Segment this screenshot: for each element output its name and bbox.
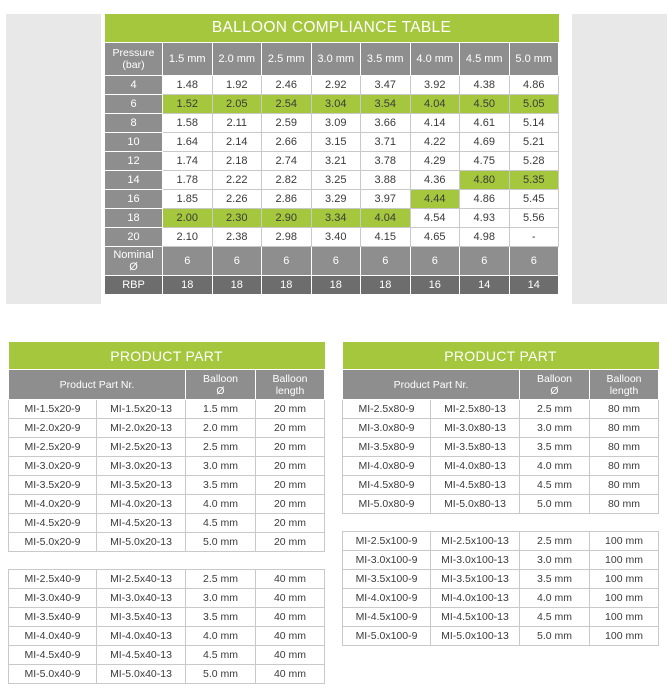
- part-number-9: MI-2.5x20-9: [9, 438, 97, 457]
- diameter-cell: 2.10: [163, 228, 213, 247]
- part-number-header: Product Part Nr.: [343, 370, 520, 400]
- diameter-cell: 4.04: [361, 209, 411, 228]
- diameter-cell: 3.88: [361, 171, 411, 190]
- diameter-cell: 2.46: [262, 76, 312, 95]
- balloon-length-header: Balloon length: [256, 370, 325, 400]
- balloon-diameter-cell: 3.0 mm: [186, 457, 256, 476]
- balloon-diameter-cell: 3.0 mm: [520, 419, 590, 438]
- compliance-row: [105, 228, 559, 247]
- balloon-diameter-cell: 2.0 mm: [186, 419, 256, 438]
- product-row: [9, 438, 325, 457]
- part-number-header: Product Part Nr.: [9, 370, 186, 400]
- part-number-9: MI-2.0x20-9: [9, 419, 97, 438]
- diameter-cell: 2.22: [212, 171, 262, 190]
- balloon-length-cell: 20 mm: [256, 476, 325, 495]
- product-row: [343, 419, 659, 438]
- size-header: 4.0 mm: [410, 43, 460, 76]
- nominal-label: Nominal Ø: [105, 247, 163, 276]
- diameter-cell: 4.38: [460, 76, 510, 95]
- diameter-cell: 2.98: [262, 228, 312, 247]
- rbp-cell: 14: [460, 276, 510, 295]
- product-row: [9, 419, 325, 438]
- product-row: [343, 438, 659, 457]
- balloon-length-cell: 40 mm: [256, 665, 325, 684]
- diameter-cell: 2.14: [212, 133, 262, 152]
- product-table-title: PRODUCT PART: [343, 342, 659, 370]
- diameter-cell: 2.54: [262, 95, 312, 114]
- part-number-13: MI-4.0x100-13: [431, 589, 520, 608]
- part-number-13: MI-3.0x100-13: [431, 551, 520, 570]
- size-header: 2.0 mm: [212, 43, 262, 76]
- balloon-diameter-cell: 3.5 mm: [520, 570, 590, 589]
- nominal-row: [105, 247, 559, 276]
- product-row: [9, 646, 325, 665]
- product-row: [343, 589, 659, 608]
- part-number-9: MI-4.5x100-9: [343, 608, 431, 627]
- compliance-row: [105, 171, 559, 190]
- part-number-9: MI-4.5x20-9: [9, 514, 97, 533]
- nominal-cell: 6: [262, 247, 312, 276]
- diameter-cell: 5.56: [509, 209, 559, 228]
- size-header: 3.5 mm: [361, 43, 411, 76]
- diameter-cell: 3.92: [410, 76, 460, 95]
- diameter-cell: 4.50: [460, 95, 510, 114]
- balloon-length-cell: 20 mm: [256, 533, 325, 552]
- part-number-9: MI-5.0x40-9: [9, 665, 97, 684]
- pressure-cell: 10: [105, 133, 163, 152]
- balloon-diameter-cell: 3.5 mm: [186, 476, 256, 495]
- balloon-length-cell: 20 mm: [256, 419, 325, 438]
- part-number-13: MI-3.5x80-13: [431, 438, 520, 457]
- diameter-cell: 5.35: [509, 171, 559, 190]
- diameter-cell: 2.38: [212, 228, 262, 247]
- balloon-diameter-cell: 4.0 mm: [520, 589, 590, 608]
- nominal-cell: 6: [212, 247, 262, 276]
- product-row: [343, 476, 659, 495]
- balloon-length-cell: 40 mm: [256, 608, 325, 627]
- balloon-length-cell: 20 mm: [256, 514, 325, 533]
- diameter-cell: 4.36: [410, 171, 460, 190]
- part-number-9: MI-2.5x40-9: [9, 570, 97, 589]
- part-number-9: MI-3.0x80-9: [343, 419, 431, 438]
- diameter-cell: -: [509, 228, 559, 247]
- diameter-cell: 4.61: [460, 114, 510, 133]
- product-part-table-right: [342, 342, 659, 646]
- rbp-cell: 18: [361, 276, 411, 295]
- balloon-length-cell: 20 mm: [256, 400, 325, 419]
- diameter-cell: 4.04: [410, 95, 460, 114]
- balloon-length-cell: 20 mm: [256, 457, 325, 476]
- product-row: [343, 570, 659, 589]
- balloon-length-cell: 100 mm: [590, 589, 659, 608]
- pressure-cell: 6: [105, 95, 163, 114]
- product-row: [9, 457, 325, 476]
- product-row: [343, 608, 659, 627]
- product-row: [343, 457, 659, 476]
- diameter-cell: 3.09: [311, 114, 361, 133]
- diameter-cell: 2.18: [212, 152, 262, 171]
- product-row: [9, 608, 325, 627]
- balloon-diameter-cell: 4.0 mm: [186, 495, 256, 514]
- diameter-cell: 4.86: [509, 76, 559, 95]
- part-number-13: MI-2.5x20-13: [97, 438, 186, 457]
- diameter-cell: 1.85: [163, 190, 213, 209]
- part-number-9: MI-3.5x100-9: [343, 570, 431, 589]
- diameter-cell: 3.54: [361, 95, 411, 114]
- balloon-diameter-cell: 4.5 mm: [186, 646, 256, 665]
- diameter-cell: 4.44: [410, 190, 460, 209]
- part-number-9: MI-3.5x20-9: [9, 476, 97, 495]
- size-header: 2.5 mm: [262, 43, 312, 76]
- pressure-cell: 14: [105, 171, 163, 190]
- diameter-cell: 2.30: [212, 209, 262, 228]
- diameter-cell: 4.54: [410, 209, 460, 228]
- part-number-9: MI-3.0x40-9: [9, 589, 97, 608]
- diameter-cell: 3.29: [311, 190, 361, 209]
- diameter-cell: 2.05: [212, 95, 262, 114]
- diameter-cell: 4.14: [410, 114, 460, 133]
- part-number-9: MI-3.0x100-9: [343, 551, 431, 570]
- balloon-length-cell: 40 mm: [256, 646, 325, 665]
- diameter-cell: 3.71: [361, 133, 411, 152]
- balloon-compliance-table: [104, 14, 559, 295]
- part-number-13: MI-3.0x40-13: [97, 589, 186, 608]
- balloon-diameter-cell: 2.5 mm: [520, 532, 590, 551]
- product-row: [9, 627, 325, 646]
- part-number-13: MI-4.0x80-13: [431, 457, 520, 476]
- rbp-cell: 18: [212, 276, 262, 295]
- product-header-row: [343, 370, 659, 400]
- diameter-cell: 3.21: [311, 152, 361, 171]
- balloon-length-cell: 40 mm: [256, 570, 325, 589]
- nominal-cell: 6: [163, 247, 213, 276]
- balloon-length-cell: 100 mm: [590, 627, 659, 646]
- diameter-cell: 4.93: [460, 209, 510, 228]
- product-row: [343, 400, 659, 419]
- diameter-cell: 2.26: [212, 190, 262, 209]
- balloon-diameter-cell: 2.5 mm: [520, 400, 590, 419]
- rbp-cell: 18: [262, 276, 312, 295]
- pressure-cell: 16: [105, 190, 163, 209]
- balloon-diameter-cell: 1.5 mm: [186, 400, 256, 419]
- part-number-13: MI-3.5x40-13: [97, 608, 186, 627]
- balloon-length-cell: 80 mm: [590, 495, 659, 514]
- diameter-cell: 4.80: [460, 171, 510, 190]
- part-number-13: MI-3.0x80-13: [431, 419, 520, 438]
- nominal-cell: 6: [410, 247, 460, 276]
- diameter-cell: 3.97: [361, 190, 411, 209]
- group-spacer: [343, 514, 659, 532]
- part-number-9: MI-3.5x80-9: [343, 438, 431, 457]
- balloon-diameter-cell: 2.5 mm: [186, 438, 256, 457]
- balloon-diameter-cell: 3.5 mm: [520, 438, 590, 457]
- balloon-diameter-cell: 2.5 mm: [186, 570, 256, 589]
- diameter-cell: 3.04: [311, 95, 361, 114]
- balloon-diameter-cell: 4.0 mm: [186, 627, 256, 646]
- pressure-cell: 20: [105, 228, 163, 247]
- balloon-length-cell: 80 mm: [590, 400, 659, 419]
- part-number-13: MI-1.5x20-13: [97, 400, 186, 419]
- compliance-table-title: BALLOON COMPLIANCE TABLE: [105, 14, 559, 43]
- compliance-header-row: [105, 43, 559, 76]
- product-title-row: [343, 342, 659, 370]
- product-row: [343, 495, 659, 514]
- diameter-cell: 2.92: [311, 76, 361, 95]
- diameter-cell: 3.47: [361, 76, 411, 95]
- diameter-cell: 1.58: [163, 114, 213, 133]
- balloon-length-cell: 80 mm: [590, 419, 659, 438]
- size-header: 3.0 mm: [311, 43, 361, 76]
- balloon-diameter-cell: 5.0 mm: [186, 533, 256, 552]
- diameter-cell: 2.74: [262, 152, 312, 171]
- balloon-length-cell: 100 mm: [590, 532, 659, 551]
- diameter-cell: 3.34: [311, 209, 361, 228]
- part-number-9: MI-4.0x100-9: [343, 589, 431, 608]
- balloon-length-cell: 80 mm: [590, 476, 659, 495]
- diameter-cell: 4.75: [460, 152, 510, 171]
- diameter-cell: 1.52: [163, 95, 213, 114]
- diameter-cell: 2.11: [212, 114, 262, 133]
- product-header-row: [9, 370, 325, 400]
- part-number-9: MI-4.5x40-9: [9, 646, 97, 665]
- part-number-9: MI-5.0x20-9: [9, 533, 97, 552]
- pressure-header: Pressure (bar): [105, 43, 163, 76]
- part-number-9: MI-4.5x80-9: [343, 476, 431, 495]
- balloon-diameter-header: Balloon Ø: [520, 370, 590, 400]
- compliance-row: [105, 76, 559, 95]
- diameter-cell: 2.59: [262, 114, 312, 133]
- balloon-diameter-cell: 3.0 mm: [520, 551, 590, 570]
- balloon-length-cell: 100 mm: [590, 570, 659, 589]
- pressure-cell: 8: [105, 114, 163, 133]
- compliance-row: [105, 209, 559, 228]
- part-number-9: MI-2.5x80-9: [343, 400, 431, 419]
- nominal-cell: 6: [509, 247, 559, 276]
- part-number-9: MI-4.0x80-9: [343, 457, 431, 476]
- diameter-cell: 1.78: [163, 171, 213, 190]
- balloon-diameter-cell: 5.0 mm: [520, 495, 590, 514]
- diameter-cell: 4.29: [410, 152, 460, 171]
- diameter-cell: 1.74: [163, 152, 213, 171]
- product-row: [9, 514, 325, 533]
- size-header: 1.5 mm: [163, 43, 213, 76]
- diameter-cell: 2.90: [262, 209, 312, 228]
- part-number-13: MI-5.0x40-13: [97, 665, 186, 684]
- rbp-label: RBP: [105, 276, 163, 295]
- balloon-diameter-cell: 3.5 mm: [186, 608, 256, 627]
- balloon-diameter-cell: 4.5 mm: [186, 514, 256, 533]
- size-header: 5.0 mm: [509, 43, 559, 76]
- product-table-title: PRODUCT PART: [9, 342, 325, 370]
- part-number-13: MI-5.0x100-13: [431, 627, 520, 646]
- product-row: [343, 551, 659, 570]
- part-number-9: MI-2.5x100-9: [343, 532, 431, 551]
- balloon-length-cell: 20 mm: [256, 438, 325, 457]
- diameter-cell: 1.64: [163, 133, 213, 152]
- compliance-row: [105, 114, 559, 133]
- part-number-13: MI-5.0x20-13: [97, 533, 186, 552]
- balloon-diameter-cell: 3.0 mm: [186, 589, 256, 608]
- balloon-diameter-cell: 5.0 mm: [186, 665, 256, 684]
- diameter-cell: 4.22: [410, 133, 460, 152]
- part-number-9: MI-3.5x40-9: [9, 608, 97, 627]
- product-row: [9, 533, 325, 552]
- balloon-length-header: Balloon length: [590, 370, 659, 400]
- nominal-cell: 6: [460, 247, 510, 276]
- balloon-length-cell: 80 mm: [590, 438, 659, 457]
- diameter-cell: 3.78: [361, 152, 411, 171]
- diameter-cell: 2.86: [262, 190, 312, 209]
- balloon-length-cell: 100 mm: [590, 551, 659, 570]
- size-header: 4.5 mm: [460, 43, 510, 76]
- product-part-table-left: [8, 342, 325, 684]
- diameter-cell: 5.28: [509, 152, 559, 171]
- part-number-13: MI-2.0x20-13: [97, 419, 186, 438]
- balloon-length-cell: 40 mm: [256, 589, 325, 608]
- part-number-13: MI-4.0x40-13: [97, 627, 186, 646]
- left-side-panel: [6, 14, 101, 304]
- product-title-row: [9, 342, 325, 370]
- compliance-row: [105, 152, 559, 171]
- part-number-13: MI-4.5x100-13: [431, 608, 520, 627]
- balloon-length-cell: 40 mm: [256, 627, 325, 646]
- part-number-13: MI-2.5x100-13: [431, 532, 520, 551]
- diameter-cell: 2.00: [163, 209, 213, 228]
- part-number-13: MI-3.0x20-13: [97, 457, 186, 476]
- diameter-cell: 5.21: [509, 133, 559, 152]
- pressure-cell: 18: [105, 209, 163, 228]
- rbp-row: [105, 276, 559, 295]
- diameter-cell: 4.65: [410, 228, 460, 247]
- balloon-length-cell: 20 mm: [256, 495, 325, 514]
- part-number-9: MI-5.0x80-9: [343, 495, 431, 514]
- part-number-9: MI-1.5x20-9: [9, 400, 97, 419]
- compliance-row: [105, 190, 559, 209]
- product-row: [9, 665, 325, 684]
- part-number-13: MI-4.5x40-13: [97, 646, 186, 665]
- diameter-cell: 5.05: [509, 95, 559, 114]
- product-row: [9, 570, 325, 589]
- compliance-row: [105, 95, 559, 114]
- diameter-cell: 4.86: [460, 190, 510, 209]
- part-number-9: MI-5.0x100-9: [343, 627, 431, 646]
- product-row: [9, 476, 325, 495]
- balloon-diameter-cell: 4.5 mm: [520, 476, 590, 495]
- diameter-cell: 1.92: [212, 76, 262, 95]
- balloon-diameter-cell: 4.5 mm: [520, 608, 590, 627]
- diameter-cell: 4.98: [460, 228, 510, 247]
- balloon-length-cell: 80 mm: [590, 457, 659, 476]
- nominal-cell: 6: [311, 247, 361, 276]
- part-number-13: MI-4.5x80-13: [431, 476, 520, 495]
- part-number-13: MI-2.5x80-13: [431, 400, 520, 419]
- compliance-row: [105, 133, 559, 152]
- group-spacer: [9, 552, 325, 570]
- part-number-13: MI-4.5x20-13: [97, 514, 186, 533]
- diameter-cell: 4.15: [361, 228, 411, 247]
- diameter-cell: 3.25: [311, 171, 361, 190]
- balloon-length-cell: 100 mm: [590, 608, 659, 627]
- rbp-cell: 16: [410, 276, 460, 295]
- part-number-13: MI-5.0x80-13: [431, 495, 520, 514]
- product-row: [9, 495, 325, 514]
- diameter-cell: 3.15: [311, 133, 361, 152]
- part-number-9: MI-4.0x20-9: [9, 495, 97, 514]
- part-number-9: MI-3.0x20-9: [9, 457, 97, 476]
- pressure-cell: 12: [105, 152, 163, 171]
- diameter-cell: 5.45: [509, 190, 559, 209]
- product-row: [343, 532, 659, 551]
- rbp-cell: 18: [163, 276, 213, 295]
- diameter-cell: 2.82: [262, 171, 312, 190]
- rbp-cell: 18: [311, 276, 361, 295]
- balloon-diameter-cell: 5.0 mm: [520, 627, 590, 646]
- nominal-cell: 6: [361, 247, 411, 276]
- part-number-13: MI-3.5x20-13: [97, 476, 186, 495]
- diameter-cell: 3.66: [361, 114, 411, 133]
- product-row: [9, 589, 325, 608]
- diameter-cell: 2.66: [262, 133, 312, 152]
- diameter-cell: 3.40: [311, 228, 361, 247]
- part-number-13: MI-3.5x100-13: [431, 570, 520, 589]
- right-side-panel: [572, 14, 667, 304]
- product-row: [343, 627, 659, 646]
- diameter-cell: 4.69: [460, 133, 510, 152]
- diameter-cell: 1.48: [163, 76, 213, 95]
- part-number-9: MI-4.0x40-9: [9, 627, 97, 646]
- product-row: [9, 400, 325, 419]
- rbp-cell: 14: [509, 276, 559, 295]
- part-number-13: MI-2.5x40-13: [97, 570, 186, 589]
- part-number-13: MI-4.0x20-13: [97, 495, 186, 514]
- balloon-diameter-header: Balloon Ø: [186, 370, 256, 400]
- pressure-cell: 4: [105, 76, 163, 95]
- balloon-diameter-cell: 4.0 mm: [520, 457, 590, 476]
- diameter-cell: 5.14: [509, 114, 559, 133]
